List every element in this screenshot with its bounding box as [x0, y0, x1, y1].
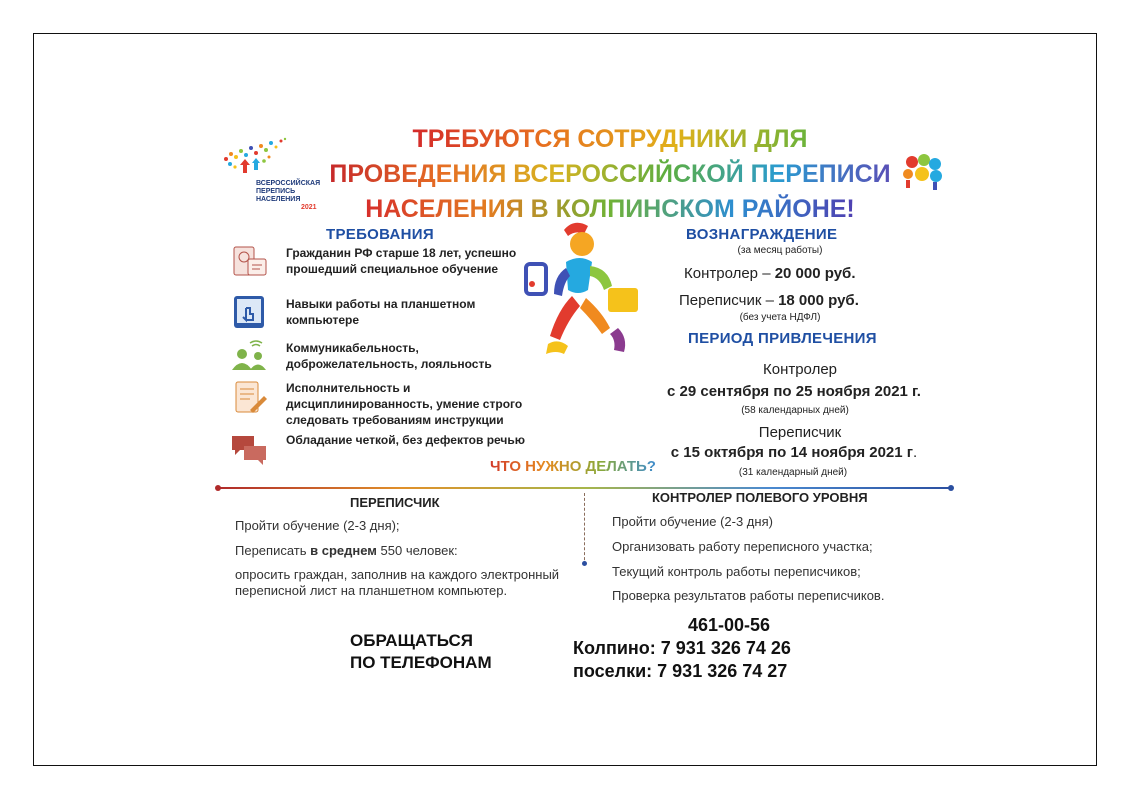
reward-note: (за месяц работы): [737, 245, 823, 256]
controller-task: Текущий контроль работы переписчиков;: [612, 564, 861, 579]
reward-heading: ВОЗНАГРАЖДЕНИЕ: [686, 226, 838, 243]
controller-heading: КОНТРОЛЕР ПОЛЕВОГО УРОВНЯ: [652, 490, 868, 505]
requirement-item: [228, 245, 528, 279]
column-divider-dot: [582, 561, 587, 566]
reward-controller: Контролер – 20 000 руб.: [684, 265, 856, 282]
what-to-do-heading: ЧТО НУЖНО ДЕЛАТЬ?: [490, 458, 656, 475]
people-icon: [228, 340, 272, 374]
requirement-item: [228, 432, 528, 466]
requirement-text: Навыки работы на планшетном компьютере: [286, 297, 476, 327]
divider-dot-right: [948, 485, 954, 491]
requirement-text: Обладание четкой, без дефектов речью: [286, 433, 526, 447]
contact-heading: ОБРАЩАТЬСЯ ПО ТЕЛЕФОНАМ: [350, 631, 492, 672]
controller-task: Проверка результатов работы переписчиков.: [612, 588, 885, 603]
requirement-text: Исполнительность и дисциплинированность, умение строго следовать требованиям инструкции: [286, 381, 523, 427]
enumerator-task: Пройти обучение (2-3 дня);: [235, 518, 400, 533]
column-divider: [584, 493, 586, 565]
period-heading: ПЕРИОД ПРИВЛЕЧЕНИЯ: [688, 330, 877, 347]
controller-task: Пройти обучение (2-3 дня): [612, 514, 773, 529]
census-mascot-figure: [520, 218, 660, 363]
enumerator-task: опросить граждан, заполнив на каждого электронный переписной лист на планшетном компьютер.: [235, 567, 560, 598]
period-controller-days: (58 календарных дней): [741, 405, 849, 416]
requirement-text: Коммуникабельность, доброжелательность, лояльность: [286, 341, 492, 371]
reward-tax-note: (без учета НДФЛ): [739, 312, 821, 323]
controller-task: Организовать работу переписного участка;: [612, 539, 873, 554]
poster-title: [300, 122, 920, 227]
period-enumerator-role: Переписчик: [758, 424, 842, 441]
requirement-text: Гражданин РФ старше 18 лет, успешно прошедший специальное обучение: [286, 246, 517, 276]
period-enumerator-days: (31 календарный дней): [738, 467, 848, 478]
requirement-item: [228, 380, 528, 428]
passport-icon: [228, 245, 272, 279]
requirements-heading: ТРЕБОВАНИЯ: [326, 226, 434, 243]
speech-bubbles-icon: [228, 432, 272, 466]
enumerator-task: Переписать в среднем 550 человек:: [235, 543, 458, 558]
chat-bubbles-icon: [900, 152, 946, 192]
census-logo-icon: [222, 137, 292, 183]
title-line-3: НАСЕЛЕНИЯ В КОЛПИНСКОМ РАЙОНЕ!: [365, 192, 855, 227]
requirement-item: [228, 296, 528, 330]
logo-year: 2021: [301, 204, 317, 211]
phone-kolpino: Колпино: 7 931 326 74 26: [573, 638, 791, 658]
title-line-1: ТРЕБУЮТСЯ СОТРУДНИКИ ДЛЯ: [412, 122, 807, 157]
requirement-item: [228, 340, 528, 374]
document-pen-icon: [228, 380, 272, 414]
reward-enumerator: Переписчик – 18 000 руб.: [679, 292, 859, 309]
period-enumerator-dates: с 15 октября по 14 ноября 2021 г.: [670, 444, 918, 461]
tablet-icon: [228, 296, 272, 330]
census-logo-text: ВСЕРОССИЙСКАЯ ПЕРЕПИСЬ НАСЕЛЕНИЯ 2021: [256, 180, 326, 212]
phone-main: 461-00-56: [688, 615, 771, 635]
divider-line: [218, 487, 952, 489]
period-controller-dates: с 29 сентября по 25 ноября 2021 г.: [667, 383, 921, 400]
divider-dot-left: [215, 485, 221, 491]
phone-villages: поселки: 7 931 326 74 27: [573, 661, 788, 681]
phone-numbers: [573, 614, 791, 683]
enumerator-heading: ПЕРЕПИСЧИК: [350, 495, 440, 510]
title-line-2: ПРОВЕДЕНИЯ ВСЕРОССИЙСКОЙ ПЕРЕПИСИ: [329, 157, 890, 192]
period-controller-role: Контролер: [762, 361, 838, 378]
